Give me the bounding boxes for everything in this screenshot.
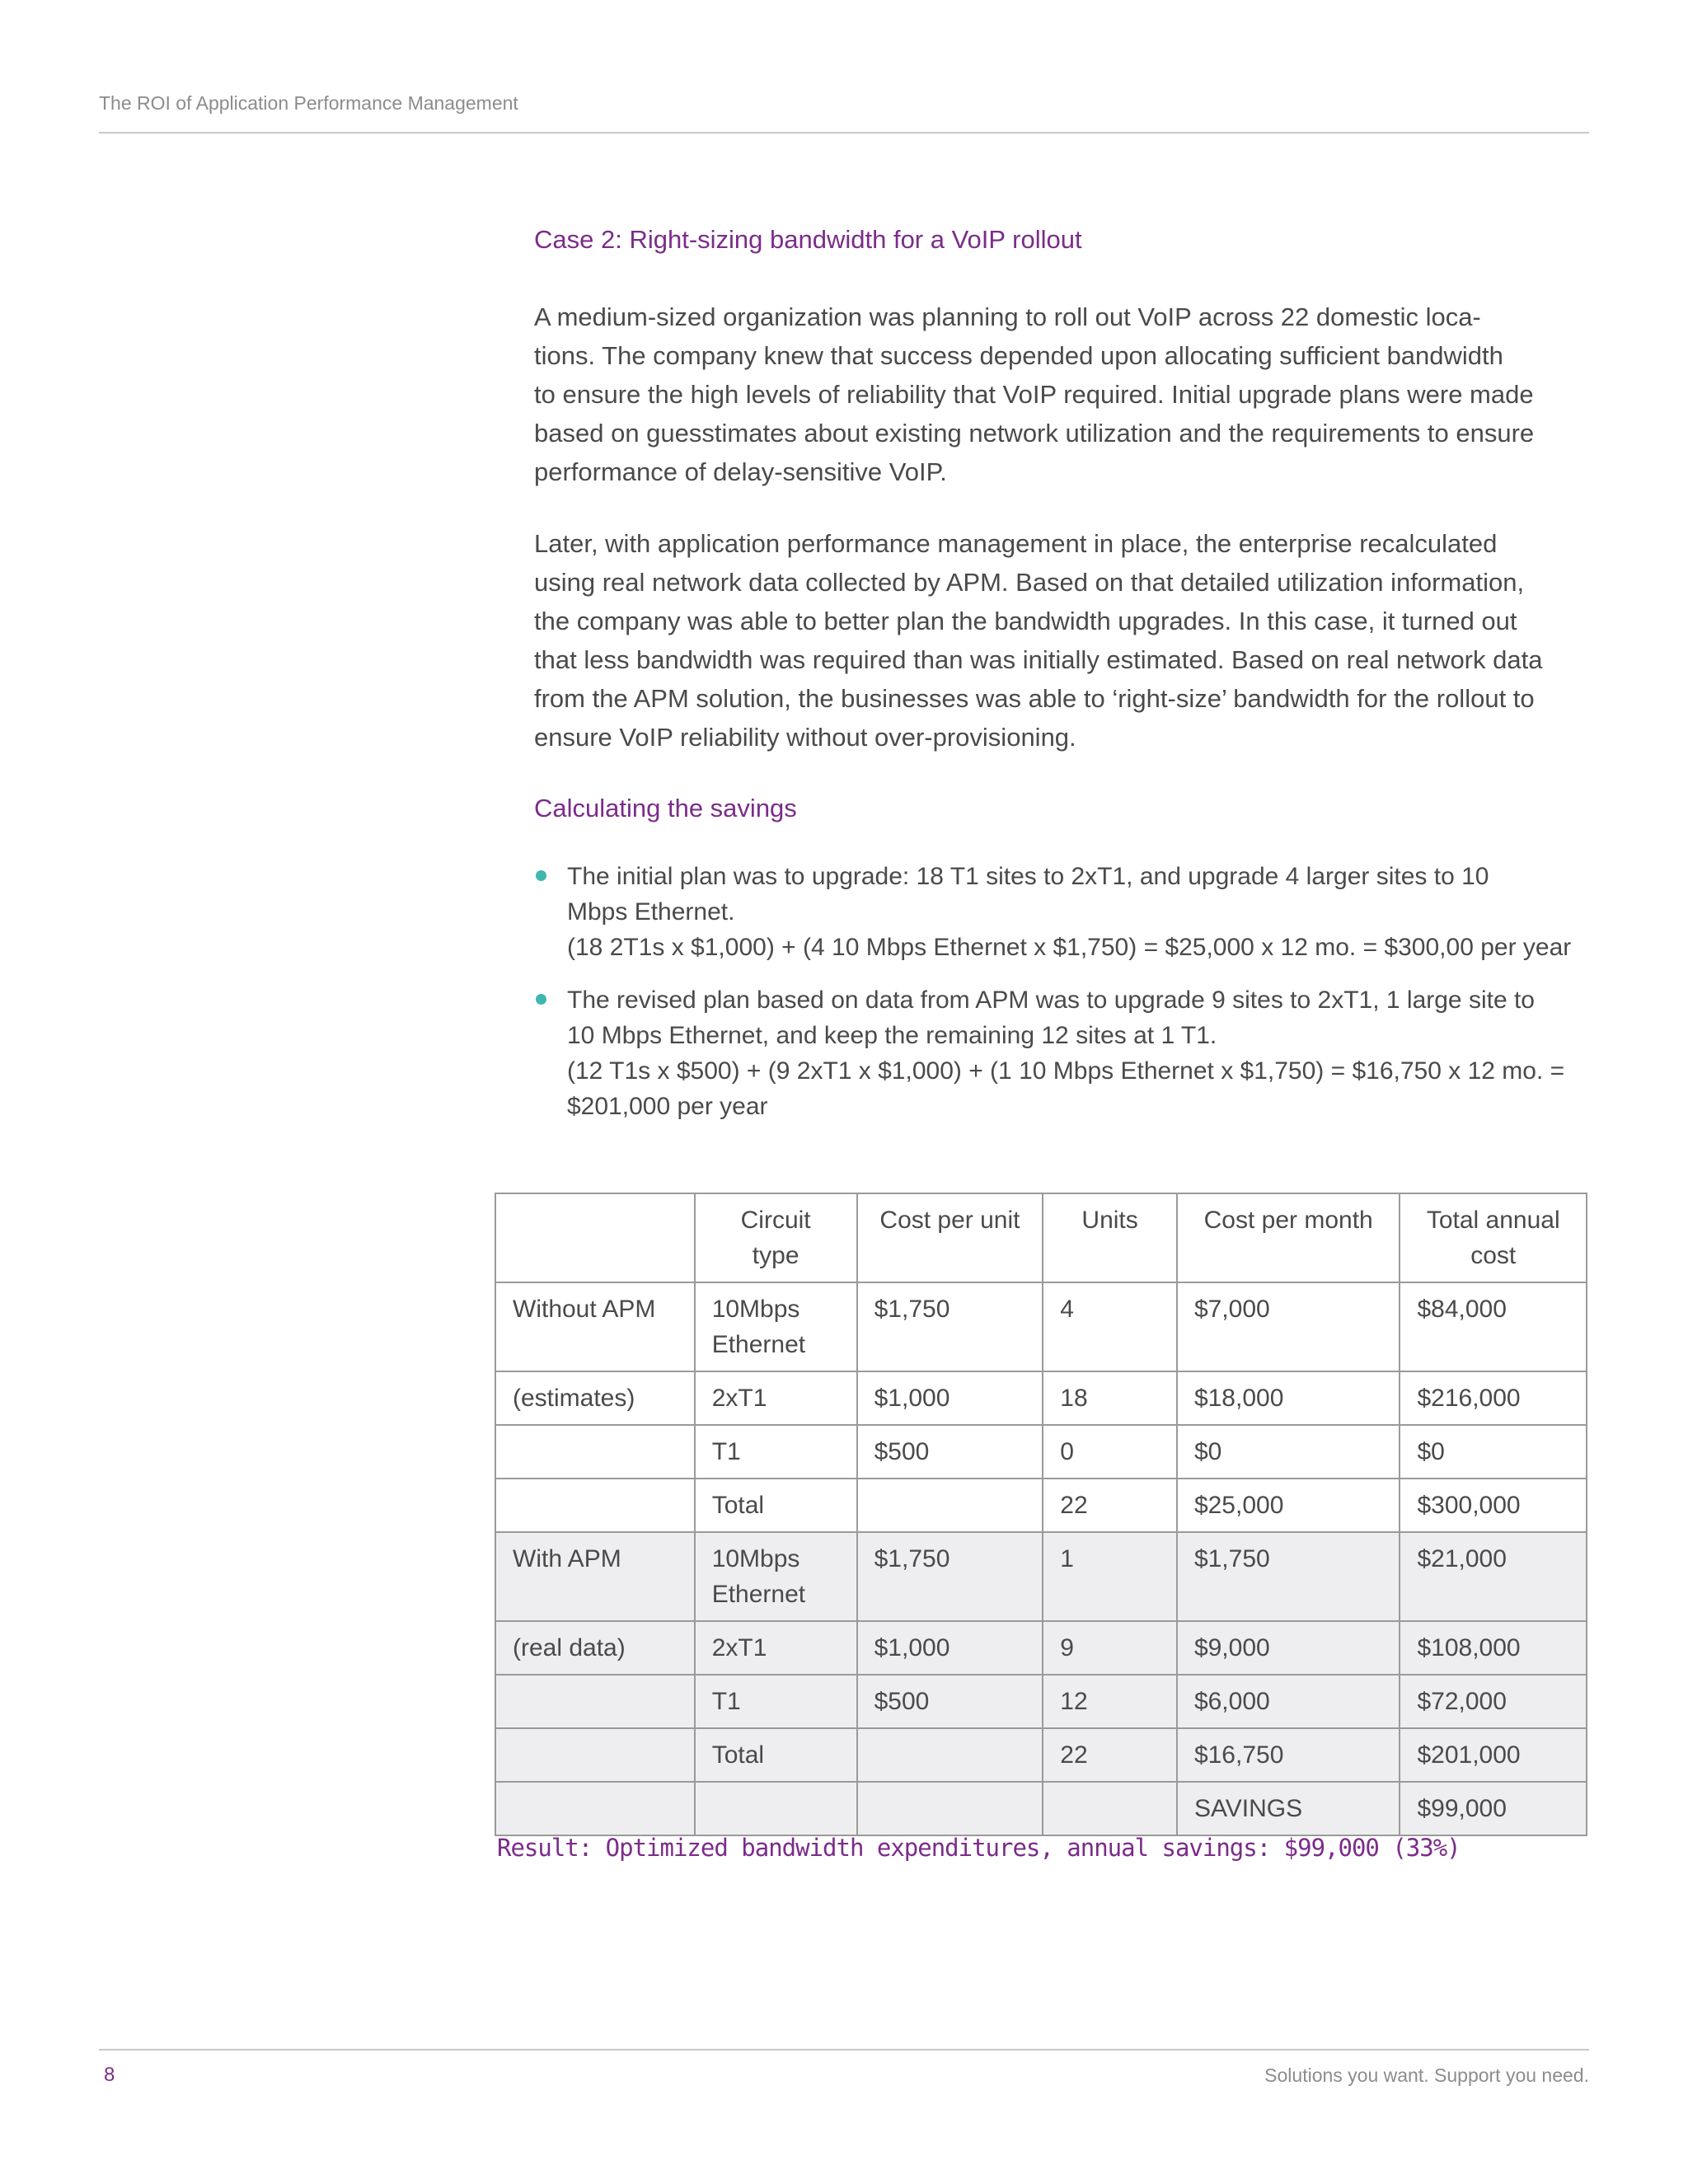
cell-text: $21,000 [1417, 1545, 1507, 1572]
column-header: Total annual cost [1400, 1193, 1587, 1282]
table-row [495, 1532, 1587, 1621]
table-row [495, 1621, 1587, 1675]
cell-text: With APM [513, 1545, 621, 1572]
table-cell [1400, 1371, 1587, 1425]
intro-paragraph [534, 298, 1589, 491]
cell-text: $108,000 [1417, 1634, 1521, 1661]
bullet-revised-plan [534, 982, 1589, 1124]
page-number: 8 [104, 2064, 115, 2086]
table-cell [1043, 1425, 1177, 1479]
savings-bullet-list [534, 859, 1589, 1124]
table-cell [1177, 1782, 1400, 1835]
cell-text: 4 [1060, 1296, 1074, 1323]
table-row [495, 1675, 1587, 1728]
cell-text: $1,750 [874, 1296, 950, 1323]
cell-text: 12 [1060, 1688, 1088, 1715]
table-cell [1043, 1782, 1177, 1835]
table-cell [857, 1425, 1043, 1479]
table-cell [495, 1371, 695, 1425]
table-cell [1400, 1675, 1587, 1728]
table-cell [857, 1532, 1043, 1621]
cell-text: $18,000 [1193, 1385, 1284, 1412]
table-cell [695, 1728, 857, 1782]
table-cell [1043, 1532, 1177, 1621]
text-line: The revised plan based on data from APM was to upgrade 9 sites to 2xT1, 1 large site to [567, 987, 1535, 1014]
table-cell [1400, 1425, 1587, 1479]
result-summary: Result: Optimized bandwidth expenditures, annual savings: $99,000 (33%) [497, 1834, 1461, 1862]
column-header: Circuit type [695, 1193, 857, 1282]
table-cell [857, 1621, 1043, 1675]
text-line: A medium-sized organization was planning to roll out VoIP across 22 domestic loca- [534, 302, 1481, 331]
cell-text: 10Mbps [711, 1296, 800, 1323]
cell-text: 2xT1 [711, 1634, 767, 1661]
table-row [495, 1782, 1587, 1835]
cell-text: $1,750 [1193, 1545, 1270, 1572]
cell-text: $1,000 [874, 1385, 950, 1412]
table-cell [495, 1479, 695, 1532]
footer-tagline: Solutions you want. Support you need. [1264, 2064, 1589, 2086]
cell-text: T1 [711, 1438, 741, 1465]
text-line: The initial plan was to upgrade: 18 T1 sites to 2xT1, and upgrade 4 larger sites to 10 [567, 863, 1489, 890]
text-line: based on guesstimates about existing network utilization and the requirements to ensure [534, 419, 1535, 448]
table-cell [695, 1621, 857, 1675]
cell-text: $1,000 [874, 1634, 950, 1661]
table-cell [695, 1479, 857, 1532]
table-cell [695, 1782, 857, 1835]
cell-text: Without APM [513, 1296, 656, 1323]
cell-text: 10Mbps [711, 1545, 800, 1572]
text-line: 10 Mbps Ethernet, and keep the remaining 12 sites at 1 T1. [567, 1022, 1217, 1049]
column-header: Cost per unit [857, 1193, 1043, 1282]
column-header [495, 1193, 695, 1282]
cell-text: $99,000 [1417, 1795, 1507, 1822]
table-cell [857, 1282, 1043, 1371]
cell-text: 9 [1060, 1634, 1074, 1661]
text-line: using real network data collected by APM. Based on that detailed utilization information, [534, 568, 1525, 597]
cell-text: Ethernet [711, 1581, 806, 1608]
table-cell [695, 1675, 857, 1728]
table-cell [1400, 1532, 1587, 1621]
table-cell [695, 1425, 857, 1479]
bullet-dot-icon [536, 994, 546, 1005]
table-cell [495, 1728, 695, 1782]
cell-text: $6,000 [1193, 1688, 1270, 1715]
cell-text: 2xT1 [711, 1385, 767, 1412]
bullet-initial-plan [534, 859, 1589, 965]
table-cell [495, 1675, 695, 1728]
cell-text: $1,750 [874, 1545, 950, 1572]
table-cell [1177, 1532, 1400, 1621]
column-header: Cost per month [1177, 1193, 1400, 1282]
table-row [495, 1282, 1587, 1371]
cell-text: Total [711, 1741, 765, 1769]
cell-text: $84,000 [1417, 1296, 1507, 1323]
table-cell [695, 1532, 857, 1621]
table-cell [495, 1282, 695, 1371]
cell-text: Ethernet [711, 1331, 806, 1358]
cell-text: $300,000 [1417, 1492, 1521, 1519]
cell-text: $72,000 [1417, 1688, 1507, 1715]
table-cell [1177, 1425, 1400, 1479]
cell-text: $0 [1417, 1438, 1445, 1465]
main-content [534, 218, 1589, 1141]
table-cell [1177, 1371, 1400, 1425]
text-line: that less bandwidth was required than was initially estimated. Based on real network data [534, 645, 1543, 674]
table-cell [695, 1371, 857, 1425]
cell-text: $16,750 [1193, 1741, 1284, 1769]
header-divider [99, 132, 1589, 134]
text-line: to ensure the high levels of reliability that VoIP required. Initial upgrade plans were made [534, 380, 1534, 409]
case-title: Case 2: Right-sizing bandwidth for a VoIP rollout [534, 225, 1082, 254]
cell-text: $9,000 [1193, 1634, 1270, 1661]
cell-text: $500 [874, 1438, 930, 1465]
table-cell [1043, 1479, 1177, 1532]
table-cell [1177, 1479, 1400, 1532]
cell-text: $25,000 [1193, 1492, 1284, 1519]
cell-text: 18 [1060, 1385, 1088, 1412]
table-cell [857, 1782, 1043, 1835]
table-cell [495, 1425, 695, 1479]
table-cell [1177, 1621, 1400, 1675]
table-cell [1400, 1728, 1587, 1782]
savings-title: Calculating the savings [534, 794, 797, 823]
table-row [495, 1425, 1587, 1479]
apm-paragraph [534, 524, 1589, 757]
running-header: The ROI of Application Performance Management [99, 92, 518, 114]
table-cell [857, 1675, 1043, 1728]
cell-text: $201,000 [1417, 1741, 1521, 1769]
footer-divider [99, 2049, 1589, 2050]
table-cell [1043, 1728, 1177, 1782]
text-line: ensure VoIP reliability without over-provisioning. [534, 723, 1076, 752]
cell-text: T1 [711, 1688, 741, 1715]
text-line: Mbps Ethernet. [567, 898, 735, 926]
cell-text: $0 [1193, 1438, 1222, 1465]
table-cell [857, 1371, 1043, 1425]
text-line: tions. The company knew that success depended upon allocating sufficient bandwidth [534, 341, 1503, 370]
table-cell [1400, 1621, 1587, 1675]
cell-text: 22 [1060, 1741, 1088, 1769]
cell-text: 1 [1060, 1545, 1074, 1572]
cell-text: SAVINGS [1193, 1795, 1303, 1822]
text-line: $201,000 per year [567, 1093, 768, 1120]
text-line: performance of delay-sensitive VoIP. [534, 457, 947, 486]
table-cell [695, 1282, 857, 1371]
text-line: Later, with application performance management in place, the enterprise recalculated [534, 529, 1498, 558]
table-row [495, 1371, 1587, 1425]
table-cell [1043, 1621, 1177, 1675]
table-cell [1177, 1282, 1400, 1371]
cell-text: 0 [1060, 1438, 1074, 1465]
table-cell [495, 1782, 695, 1835]
table-cell [1043, 1371, 1177, 1425]
table-cell [1400, 1282, 1587, 1371]
table-cell [1400, 1782, 1587, 1835]
cell-text: 22 [1060, 1492, 1088, 1519]
bullet-dot-icon [536, 870, 546, 881]
table-cell [1177, 1728, 1400, 1782]
table-cell [1043, 1675, 1177, 1728]
table-header-row [495, 1193, 1587, 1282]
cell-text: $216,000 [1417, 1385, 1521, 1412]
table-cell [495, 1532, 695, 1621]
cost-table-wrapper [495, 1193, 1589, 1836]
table-body [495, 1282, 1587, 1835]
cell-text: Total [711, 1492, 765, 1519]
cell-text: $500 [874, 1688, 930, 1715]
text-line: from the APM solution, the businesses was able to ‘right-size’ bandwidth for the rollout to [534, 684, 1535, 713]
table-cell [495, 1621, 695, 1675]
table-cell [1177, 1675, 1400, 1728]
column-header: Units [1043, 1193, 1177, 1282]
table-cell [1400, 1479, 1587, 1532]
table-cell [1043, 1282, 1177, 1371]
table-cell [857, 1728, 1043, 1782]
cell-text: (real data) [513, 1634, 626, 1661]
cost-comparison-table [495, 1193, 1587, 1836]
table-row [495, 1728, 1587, 1782]
table-row [495, 1479, 1587, 1532]
cell-text: $7,000 [1193, 1296, 1270, 1323]
text-line: the company was able to better plan the bandwidth upgrades. In this case, it turned out [534, 607, 1517, 635]
table-cell [857, 1479, 1043, 1532]
text-line: (12 T1s x $500) + (9 2xT1 x $1,000) + (1 10 Mbps Ethernet x $1,750) = $16,750 x 12 mo. = [567, 1057, 1565, 1085]
text-line: (18 2T1s x $1,000) + (4 10 Mbps Ethernet x $1,750) = $25,000 x 12 mo. = $300,00 per year [567, 934, 1572, 961]
cell-text: (estimates) [513, 1385, 635, 1412]
